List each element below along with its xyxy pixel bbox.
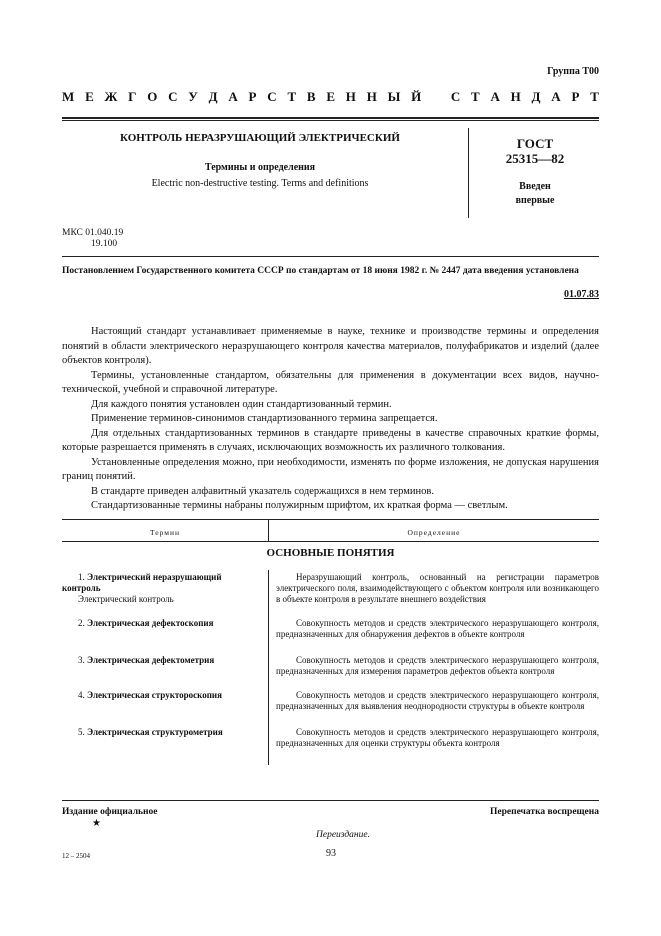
banner-letter: С: [168, 89, 178, 104]
header-rule-top: [62, 117, 599, 119]
term-definition: Совокупность методов и средств электрического неразрушающего контроля, предназначенных для измерения параметров дефектов объекта контроля: [276, 655, 599, 676]
star-mark: ★: [92, 818, 101, 829]
banner-letter: Н: [366, 89, 377, 104]
paragraph: Применение терминов-синонимов стандартизованного термина запрещается.: [91, 413, 438, 424]
paragraph: Установленные определения можно, при необходимости, изменять по форме изложения, не допуская нарушения границ понятий.: [62, 456, 599, 482]
term-name: Электрическая дефектоскопия: [87, 618, 214, 628]
banner-letter: Й: [411, 89, 422, 104]
footer-rule: [62, 800, 599, 801]
gost-label: ГОСТ: [516, 136, 554, 151]
banner-letter: Ы: [387, 89, 401, 104]
term-entry: [62, 727, 262, 738]
term-name: Электрический неразрушающий контроль: [62, 572, 222, 593]
english-title: Electric non-destructive testing. Terms and definitions: [151, 178, 369, 189]
banner-letter: Д: [531, 89, 541, 104]
term-name: Электрическая дефектометрия: [87, 655, 215, 665]
banner-letter: Д: [208, 89, 218, 104]
paragraph: Для каждого понятия установлен один стандартизованный термин.: [91, 398, 392, 410]
paragraph: Настоящий стандарт устанавливает применяемые в науке, технике и производстве термины и определения понятий в области электрического неразрушающего контроля качества материалов, полуфабрикатов и изделий (далее объектов контроля).: [62, 326, 599, 366]
header-rule-bottom: [62, 120, 599, 121]
standard-banner: [62, 89, 599, 105]
term-entry: [62, 655, 262, 666]
banner-letter: О: [147, 89, 158, 104]
decree-text: Постановлением Государственного комитета СССР по стандартам от 18 июня 1982 г. № 2447 дата введения установлена: [62, 266, 579, 276]
document-title: КОНТРОЛЬ НЕРАЗРУШАЮЩИЙ ЭЛЕКТРИЧЕСКИЙ: [120, 132, 400, 144]
page-number: 93: [326, 848, 336, 859]
term-definition: Совокупность методов и средств электрического неразрушающего контроля, предназначенных для обнаружения дефектов в объекте контроля: [276, 618, 599, 639]
term-number: 2.: [78, 618, 85, 628]
banner-letter: Т: [471, 89, 480, 104]
banner-gap: [432, 89, 440, 105]
paragraph: Для отдельных стандартизованных терминов в стандарте приведены в качестве справочных краткие формы, которые разрешается применять в случаях, исключающих возможность их различного толкования.: [62, 427, 599, 453]
section-title: ОСНОВНЫЕ ПОНЯТИЯ: [266, 547, 395, 559]
table-column-divider: [268, 570, 269, 765]
term-definition: Совокупность методов и средств электрического неразрушающего контроля, предназначенных для оценки структуры объекта контроля: [276, 727, 599, 748]
banner-letter: С: [450, 89, 461, 104]
mks-code: МКС 01.040.19: [62, 228, 124, 238]
term-number: 5.: [78, 727, 85, 737]
paragraph: Стандартизованные термины набраны полужирным шрифтом, их краткая форма — светлым.: [91, 500, 508, 511]
banner-letter: Ж: [104, 89, 118, 104]
banner-letter: А: [490, 89, 500, 104]
introduction-text: [62, 325, 599, 514]
banner-letter: У: [188, 89, 198, 104]
term-number: 1.: [78, 572, 85, 582]
term-definition: Совокупность методов и средств электрического неразрушающего контроля, предназначенных для выявления неоднородности структуры в объекте контроля: [276, 690, 599, 711]
banner-letter: Е: [85, 89, 94, 104]
column-header-definitions: Определение: [407, 528, 461, 537]
term-number: 3.: [78, 655, 85, 665]
column-header-terms: Термин: [149, 528, 181, 537]
banner-letter: А: [551, 89, 561, 104]
paragraph: Термины, установленные стандартом, обязательны для применения в документации всех видов, научно-технической, учебной и справочной литературе.: [62, 369, 599, 395]
term-definition: Неразрушающий контроль, основанный на регистрации параметров электрического поля, взаимодействующего с объектом контроля или возникающего в объекте контроля в результате внешнего воздействия: [276, 572, 599, 604]
term-name: Электрическая структороскопия: [87, 690, 222, 700]
group-label: Группа Т00: [547, 66, 599, 77]
effective-date: 01.07.83: [564, 289, 599, 300]
banner-letter: В: [306, 89, 316, 104]
mks-rule: [62, 256, 599, 257]
banner-letter: Р: [571, 89, 580, 104]
banner-letter: Г: [128, 89, 137, 104]
banner-letter: А: [228, 89, 238, 104]
term-entry: [62, 572, 262, 605]
introduced-first-line: Введен: [519, 181, 551, 192]
banner-letter: С: [267, 89, 277, 104]
table-top-rule: [62, 519, 599, 520]
print-order-code: 12 – 2504: [62, 852, 90, 860]
gost-number: 25315—82: [505, 151, 565, 166]
table-header-rule: [62, 541, 599, 542]
introduced-second-line: впервые: [515, 195, 555, 206]
banner-letter: Т: [590, 89, 599, 104]
reissue-label: Переиздание.: [316, 830, 370, 840]
official-edition-label: Издание официальное: [62, 807, 158, 817]
mks-code-secondary: 19.100: [91, 239, 118, 249]
term-entry: [62, 618, 262, 629]
banner-letter: Н: [510, 89, 521, 104]
banner-letter: М: [62, 89, 75, 104]
term-short-form: Электрический контроль: [78, 594, 174, 604]
document-subtitle: Термины и определения: [204, 162, 316, 173]
term-name: Электрическая структурометрия: [87, 727, 223, 737]
reprint-prohibited-label: Перепечатка воспрещена: [489, 807, 599, 817]
term-number: 4.: [78, 690, 85, 700]
title-divider: [468, 128, 469, 218]
banner-letter: Е: [326, 89, 336, 104]
banner-letter: Р: [248, 89, 257, 104]
banner-letter: Н: [345, 89, 356, 104]
paragraph: В стандарте приведен алфавитный указатель содержащихся в нем терминов.: [91, 485, 434, 497]
term-entry: [62, 690, 262, 701]
banner-letter: Т: [287, 89, 297, 104]
